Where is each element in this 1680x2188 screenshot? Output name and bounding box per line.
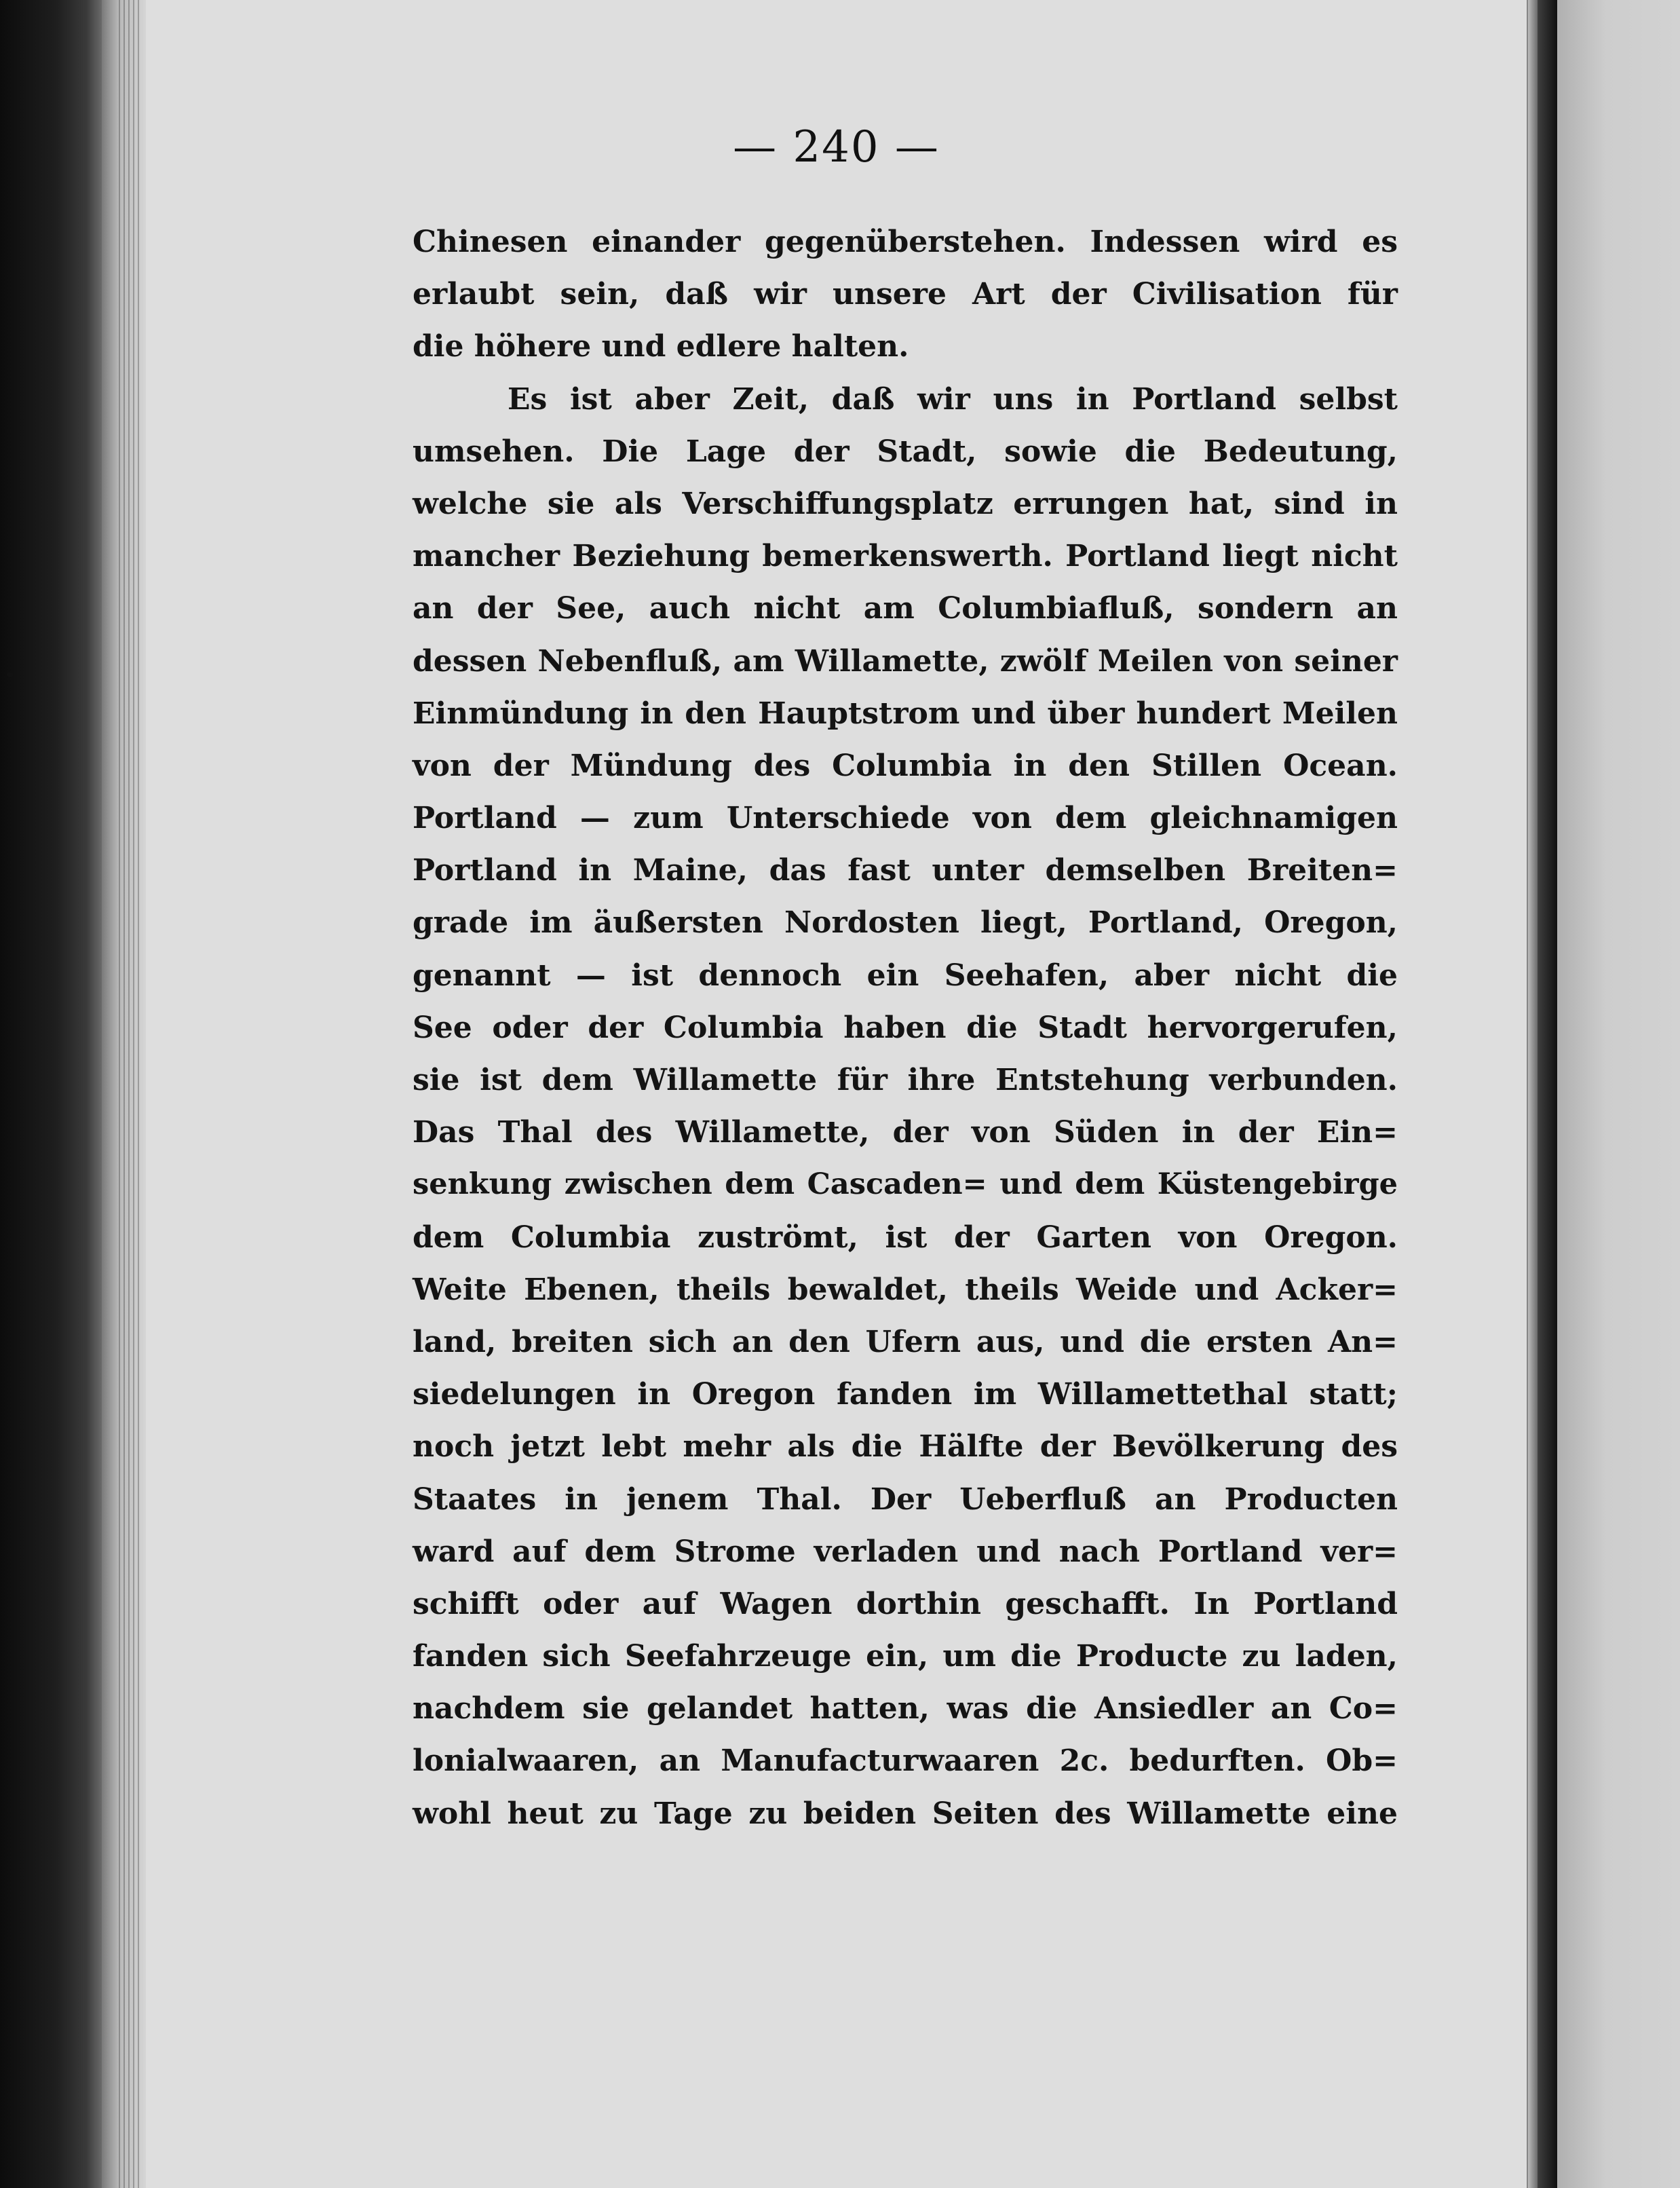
text-line: wohl heut zu Tage zu beiden Seiten des Willamette eine bbox=[413, 1796, 1398, 1831]
text-line: sie ist dem Willamette für ihre Entstehung verbunden. bbox=[413, 1063, 1398, 1097]
page-number: — 240 — bbox=[733, 122, 940, 172]
text-line: erlaubt sein, daß wir unsere Art der Civilisation für bbox=[413, 277, 1398, 312]
text-line: dessen Nebenfluß, am Willamette, zwölf Meilen von seiner bbox=[413, 643, 1398, 679]
scan-speck bbox=[7, 672, 14, 677]
text-line: siedelungen in Oregon fanden im Willamettethal statt; bbox=[413, 1377, 1398, 1412]
body-text bbox=[413, 216, 1398, 1840]
text-line: lonialwaaren, an Manufacturwaaren 2c. bedurften. Ob= bbox=[413, 1743, 1398, 1779]
text-line: Einmündung in den Hauptstrom und über hundert Meilen bbox=[413, 696, 1398, 731]
text-line: Portland — zum Unterschiede von dem gleichnamigen bbox=[413, 801, 1398, 836]
text-line: an der See, auch nicht am Columbiafluß, sondern an bbox=[413, 591, 1398, 626]
text-line: Chinesen einander gegenüberstehen. Indessen wird es bbox=[413, 225, 1398, 259]
left-scan-margin bbox=[0, 0, 102, 2188]
text-line: mancher Beziehung bemerkenswerth. Portland liegt nicht bbox=[413, 539, 1398, 574]
text-line: senkung zwischen dem Cascaden= und dem Küstengebirge bbox=[413, 1167, 1398, 1202]
text-line: See oder der Columbia haben die Stadt hervorgerufen, bbox=[413, 1010, 1398, 1045]
right-page-edge bbox=[1528, 0, 1538, 2188]
text-line: von der Mündung des Columbia in den Stillen Ocean. bbox=[413, 748, 1398, 783]
left-page-stack-lines bbox=[119, 0, 139, 2188]
text-line: genannt — ist dennoch ein Seehafen, aber nicht die bbox=[413, 958, 1398, 993]
text-line: die höhere und edlere halten. bbox=[413, 329, 909, 364]
text-line: dem Columbia zuströmt, ist der Garten von Oregon. bbox=[413, 1220, 1398, 1255]
neighbouring-page bbox=[1557, 0, 1680, 2188]
text-line: schifft oder auf Wagen dorthin geschafft. In Portland bbox=[413, 1586, 1398, 1621]
text-line: nachdem sie gelandet hatten, was die Ansiedler an Co= bbox=[413, 1691, 1398, 1727]
text-line: welche sie als Verschiffungsplatz errungen hat, sind in bbox=[413, 486, 1398, 521]
text-line: ward auf dem Strome verladen und nach Portland ver= bbox=[413, 1534, 1398, 1569]
text-line: Staates in jenem Thal. Der Ueberfluß an Producten bbox=[413, 1482, 1398, 1517]
text-line: umsehen. Die Lage der Stadt, sowie die Bedeutung, bbox=[413, 434, 1398, 469]
text-line: Das Thal des Willamette, der von Süden in der Ein= bbox=[413, 1115, 1398, 1150]
text-line: grade im äußersten Nordosten liegt, Portland, Oregon, bbox=[413, 905, 1398, 941]
text-line: noch jetzt lebt mehr als die Hälfte der Bevölkerung des bbox=[413, 1429, 1398, 1465]
text-line: Portland in Maine, das fast unter demselben Breiten= bbox=[413, 853, 1398, 888]
text-line: Weite Ebenen, theils bewaldet, theils Weide und Acker= bbox=[413, 1272, 1398, 1307]
text-line: land, breiten sich an den Ufern aus, und die ersten An= bbox=[413, 1324, 1398, 1359]
text-line: Es ist aber Zeit, daß wir uns in Portland selbst bbox=[508, 381, 1398, 417]
text-line: fanden sich Seefahrzeuge ein, um die Producte zu laden, bbox=[413, 1639, 1398, 1674]
